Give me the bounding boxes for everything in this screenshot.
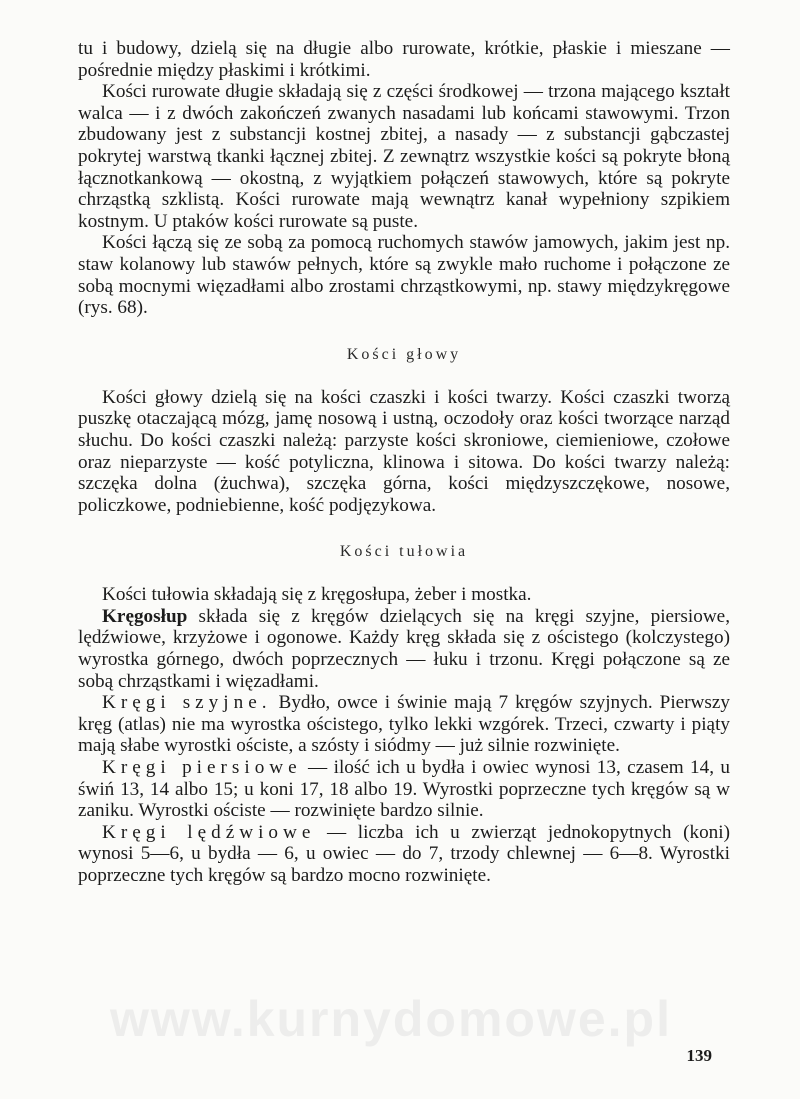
- website-watermark: www.kurnydomowe.pl: [110, 991, 672, 1047]
- paragraph-spine: [78, 606, 730, 692]
- heading-skull-bones: Kości głowy: [346, 345, 462, 363]
- page-body-text: [78, 38, 730, 887]
- paragraph-cervical: [78, 692, 730, 757]
- paragraph-lumbar-text: — liczba ich u zwierząt jednokopytnych (koni) wynosi 5—6, u bydła — 6, u owiec — do 7, trzody chlewnej — 6—8. Wyrostki poprzeczne tych kręgów są bardzo mocno rozwinięte.: [78, 821, 730, 886]
- paragraph-joints: Kości łączą się ze sobą za pomocą ruchomych stawów jamowych, jakim jest np. staw kolanowy lub stawów pełnych, które są zwykle mało ruchome i połączone ze sobą mocnymi więzadłami albo zrostami chrząstkowymi, np. stawy międzykręgowe (rys. 68).: [78, 232, 730, 319]
- heading-trunk-bones: Kości tułowia: [339, 543, 469, 561]
- paragraph-skull-bones: Kości głowy dzielą się na kości czaszki i kości twarzy. Kości czaszki tworzą puszkę otaczającą mózg, jamę nosową i ustną, oczodoły oraz kości tworzące narząd słuchu. Do kości czaszki należą: parzyste kości skroniowe, ciemieniowe, czołowe oraz nieparzyste — kość potyliczna, klinowa i sitowa. Do kości twarzy należą: szczęka dolna (żuchwa), szczęka górna, kości międzyszczękowe, nosowe, policzkowe, podniebienne, kość podjęzykowa.: [78, 386, 730, 516]
- term-cervical-vertebrae: Kręgi szyjne.: [102, 692, 272, 714]
- term-lumbar-vertebrae: Kręgi lędźwiowe: [102, 821, 316, 843]
- term-spine: Kręgosłup: [102, 605, 188, 627]
- page-number: 139: [686, 1046, 712, 1065]
- paragraph-lumbar: [78, 822, 730, 887]
- paragraph-cervical-text: Bydło, owce i świnie mają 7 kręgów szyjnych. Pierwszy kręg (atlas) nie ma wyrostka ościstego, tylko lekki wzgórek. Trzeci, czwarty i piąty mają słabe wyrostki ościste, a szósty i siódmy — już silnie rozwinięte.: [78, 692, 730, 757]
- paragraph-thoracic: [78, 757, 730, 822]
- term-thoracic-vertebrae: Kręgi piersiowe: [102, 757, 302, 779]
- paragraph-bone-types: tu i budowy, dzielą się na długie albo rurowate, krótkie, płaskie i mieszane — pośrednie między płaskimi i krótkimi.: [78, 38, 730, 81]
- paragraph-thoracic-text: — ilość ich u bydła i owiec wynosi 13, czasem 14, u świń 13, 14 albo 15; u koni 17, 18 albo 19. Wyrostki poprzeczne tych kręgów są w zaniku. Wyrostki ościste — rozwinięte bardzo silnie.: [78, 757, 730, 822]
- paragraph-trunk-intro: Kości tułowia składają się z kręgosłupa, żeber i mostka.: [102, 584, 532, 606]
- paragraph-long-bones: Kości rurowate długie składają się z części środkowej — trzona mającego kształt walca — i z dwóch zakończeń zwanych nasadami lub końcami stawowymi. Trzon zbudowany jest z substancji kostnej zbitej, a nasady — z substancji gąbczastej pokrytej warstwą tkanki łącznej zbitej. Z zewnątrz wszystkie kości są pokryte błoną łącznotkankową — okostną, z wyjątkiem połączeń stawowych, które są pokryte chrząstką szklistą. Kości rurowate mają wewnątrz kanał wypełniony szpikiem kostnym. U ptaków kości rurowate są puste.: [78, 81, 730, 232]
- paragraph-spine-text: składa się z kręgów dzielących się na kręgi szyjne, piersiowe, lędźwiowe, krzyżowe i ogonowe. Każdy kręg składa się z ościstego (kolczystego) wyrostka górnego, dwóch poprzecznych — łuku i trzonu. Kręgi połączone są ze sobą chrząstkami i więzadłami.: [78, 605, 730, 692]
